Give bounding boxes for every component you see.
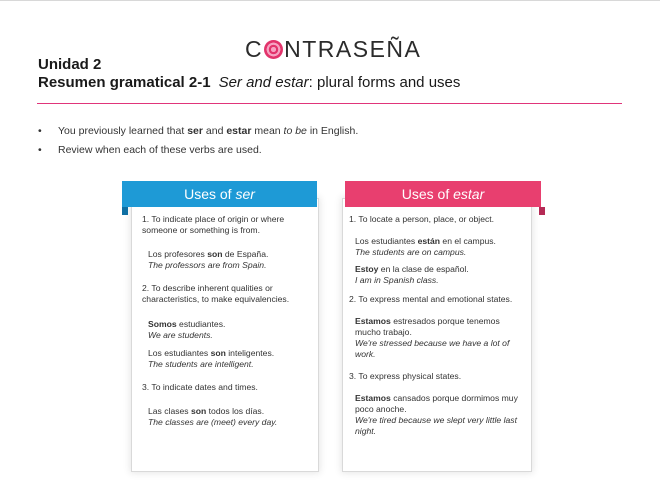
ser-use-1: 1. To indicate place of origin or where someone or something is from. (142, 214, 285, 235)
estar-use-3: 3. To express physical states. (349, 371, 462, 381)
title-divider (37, 103, 622, 104)
estar-card-header: Uses of estar (345, 181, 541, 207)
ser-use-3: 3. To indicate dates and times. (142, 382, 258, 392)
estar-example: Estoy en la clase de español. I am in Spanish class. (355, 264, 469, 285)
unit-label: Unidad 2 (38, 56, 102, 73)
top-border (0, 0, 660, 1)
estar-use-2: 2. To express mental and emotional states. (349, 294, 513, 304)
estar-example: Estamos cansados porque dormimos muy poco anoche. We're tired because we slept very little last night. (355, 393, 518, 436)
ser-card-content (142, 214, 312, 428)
ser-example: Los estudiantes son inteligentes. The students are intelligent. (148, 348, 275, 369)
estar-header-fold (539, 207, 545, 215)
estar-example: Los estudiantes están en el campus. The students are on campus. (355, 236, 496, 257)
ser-example: Los profesores son de España. The professors are from Spain. (148, 249, 269, 270)
fingerprint-icon (264, 40, 283, 59)
ser-header-fold (122, 207, 128, 215)
contrasena-logo: C NTRASEÑA (245, 36, 422, 62)
estar-use-1: 1. To locate a person, place, or object. (349, 214, 495, 224)
estar-example: Estamos estresados porque tenemos mucho trabajo. We're stressed because we have a lot of work. (355, 316, 510, 359)
estar-card-content (349, 214, 521, 437)
intro-list (38, 124, 358, 162)
page-title: Resumen gramatical 2-1 Ser and estar: plural forms and uses (38, 74, 461, 91)
list-item: • You previously learned that ser and estar mean to be in English. (38, 125, 359, 137)
ser-example: Somos estudiantes. We are students. (148, 319, 226, 340)
ser-card-header: Uses of ser (122, 181, 317, 207)
ser-use-2: 2. To describe inherent qualities or characteristics, to make equivalencies. (142, 283, 290, 304)
list-item: • Review when each of these verbs are used. (38, 144, 262, 156)
ser-example: Las clases son todos los días. The classes are (meet) every day. (148, 406, 278, 427)
